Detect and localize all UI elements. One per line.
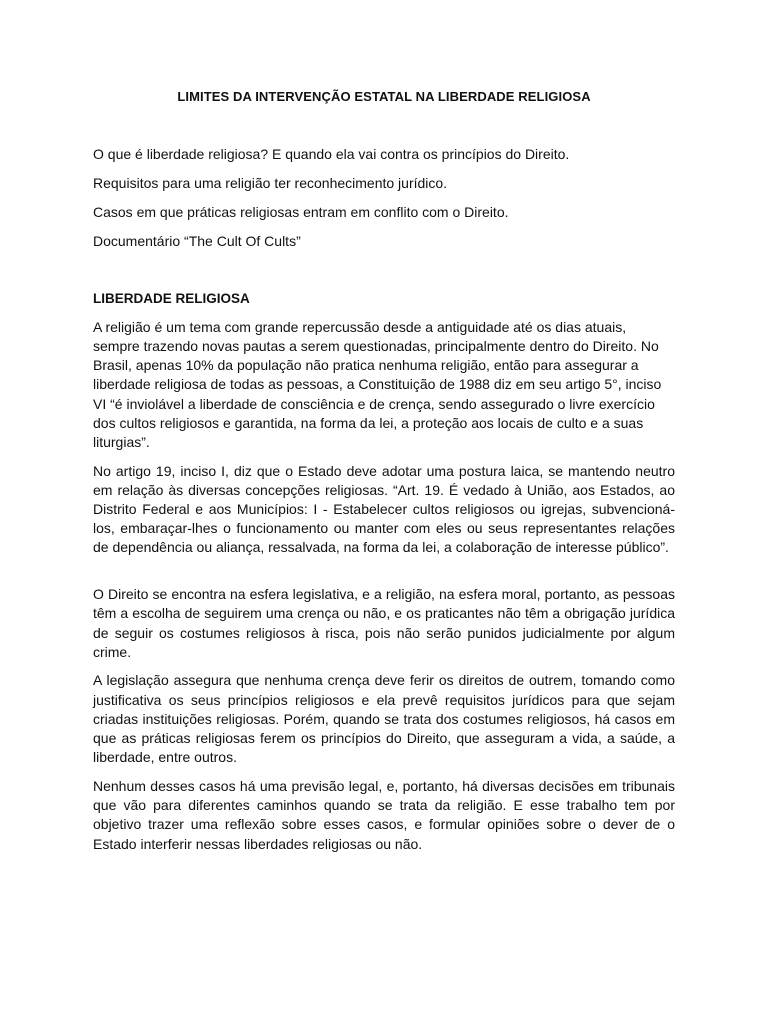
body-paragraph: No artigo 19, inciso I, diz que o Estado deve adotar uma postura laica, se mantendo neutro em relação às diversas concepções religiosas. “Art. 19. É vedado à União, aos Estados, ao Distrito Federal e aos Municípios: I - Estabelecer cultos religiosos ou igrejas, subvencioná-los, embaraçar-lhes o funcionamento ou manter com eles ou seus representantes relações de dependência ou aliança, ressalvada, na forma da lei, a colaboração de interesse público”. — [93, 462, 675, 556]
body-paragraph: Nenhum desses casos há uma previsão legal, e, portanto, há diversas decisões em tribunais que vão para diferentes caminhos quando se trata da religião. E esse trabalho tem por objetivo trazer uma reflexão sobre esses casos, e formular opiniões sobre o dever de o Estado interferir nessas liberdades religiosas ou não. — [93, 777, 675, 852]
intro-line: O que é liberdade religiosa? E quando ela vai contra os princípios do Direito. — [93, 146, 570, 162]
section-heading: LIBERDADE RELIGIOSA — [93, 291, 250, 306]
intro-line: Documentário “The Cult Of Cults” — [93, 232, 301, 249]
body-paragraph: A religião é um tema com grande repercussão desde a antiguidade até os dias atuais, sempre trazendo novas pautas a serem questionadas, principalmente dentro do Direito. No Brasil, apenas 10% da população não pratica nenhuma religião, então para assegurar a liberdade religiosa de todas as pessoas, a Constituição de 1988 diz em seu artigo 5°, inciso VI “é inviolável a liberdade de consciência e de crença, sendo assegurado o livre exercício dos cultos religiosos e garantida, na forma da lei, a proteção aos locais de culto e a suas liturgias”. — [93, 318, 662, 450]
intro-line: Casos em que práticas religiosas entram em conflito com o Direito. — [93, 203, 509, 220]
paragraph-gap — [93, 567, 675, 585]
body-paragraph: O Direito se encontra na esfera legislativa, e a religião, na esfera moral, portanto, as pessoas têm a escolha de seguirem uma crença ou não, e os praticantes não têm a obrigação jurídica de seguir os costumes religiosos à risca, pois não serão punidos judicialmente por algum crime. — [93, 586, 675, 660]
intro-list — [93, 145, 675, 261]
section-liberdade-religiosa — [93, 289, 675, 863]
body-paragraph: A legislação assegura que nenhuma crença deve ferir os direitos de outrem, tomando como justificativa os seus princípios religiosos e ela prevê requisitos jurídicos para que sejam criadas instituições religiosas. Porém, quando se trata dos costumes religiosos, há casos em que as práticas religiosas ferem os princípios do Direito, que asseguram a vida, a saúde, a liberdade, entre outros. — [93, 672, 675, 766]
intro-line: Requisitos para uma religião ter reconhecimento jurídico. — [93, 174, 448, 191]
document-title: LIMITES DA INTERVENÇÃO ESTATAL NA LIBERDADE RELIGIOSA — [177, 89, 591, 104]
